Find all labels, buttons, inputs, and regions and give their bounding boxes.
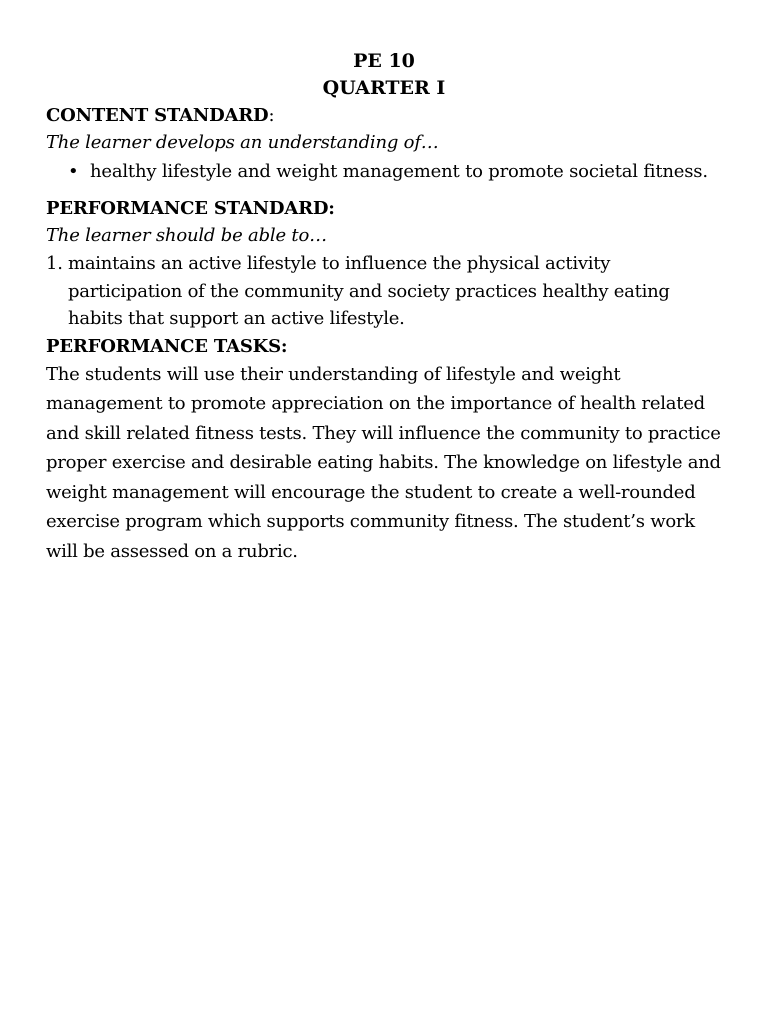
bullet-icon: •: [68, 161, 79, 182]
content-standard-section: [46, 102, 722, 187]
content-standard-heading-text: CONTENT STANDARD: [46, 105, 269, 126]
performance-standard-intro: The learner should be able to…: [46, 225, 327, 246]
performance-tasks-body: The students will use their understanding of lifestyle and weight management to promote appreciation on the importance of health related and skill related fitness tests. They will influence the community to practice proper exercise and desirable eating habits. The knowledge on lifestyle and weight management will encourage the student to create a well-rounded exercise program which supports community fitness. The student’s work will be assessed on a rubric.: [46, 363, 721, 562]
document-title-line1: PE 10: [353, 50, 415, 72]
content-standard-heading: [46, 102, 722, 129]
document-title-line2: QUARTER I: [322, 77, 446, 99]
list-item-number: 1.: [46, 253, 63, 274]
content-standard-intro: The learner develops an understanding of…: [46, 132, 439, 153]
performance-standard-heading: PERFORMANCE STANDARD:: [46, 198, 335, 219]
content-standard-heading-colon: :: [268, 105, 275, 126]
list-item-text: maintains an active lifestyle to influence the physical activity participation of the community and society practices healthy eating habits that support an active lifestyle.: [68, 253, 670, 329]
list-item: [68, 157, 722, 187]
list-item: [46, 250, 722, 333]
performance-tasks-heading: PERFORMANCE TASKS:: [46, 335, 288, 357]
document-page: [46, 48, 722, 566]
performance-standard-list: [46, 250, 722, 333]
content-standard-list: [46, 157, 722, 187]
performance-standard-section: [46, 195, 722, 333]
performance-tasks-section: [46, 333, 722, 567]
list-item-text: healthy lifestyle and weight management to promote societal fitness.: [90, 161, 708, 182]
